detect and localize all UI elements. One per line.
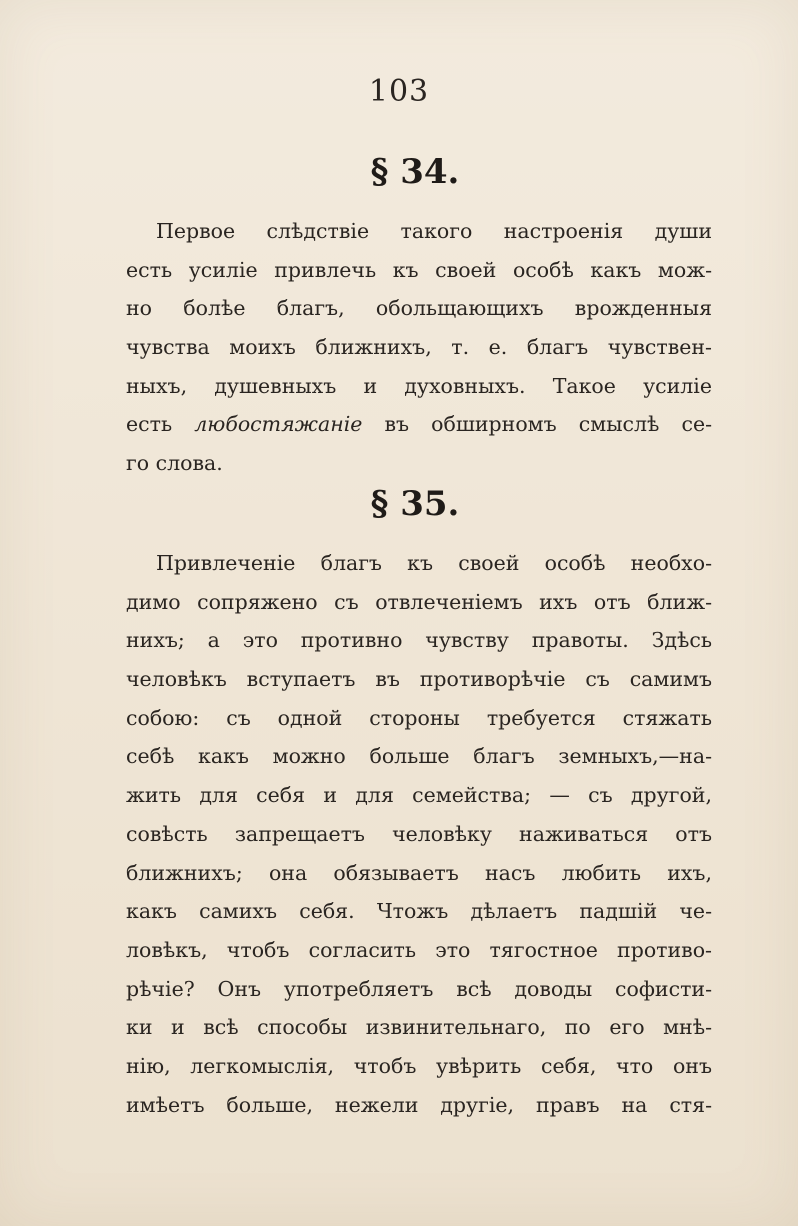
- text-line: есть усиліе привлечь къ своей особѣ какъ мож-: [126, 257, 712, 282]
- emphasized-term: любостяжаніе: [194, 412, 363, 437]
- page-number: 103: [368, 74, 430, 109]
- text-line: какъ самихъ себя. Чтожъ дѣлаетъ падшій че-: [126, 899, 712, 924]
- paragraph-34: [126, 212, 712, 483]
- text-line: нію, легкомыслія, чтобъ увѣрить себя, что онъ: [126, 1053, 712, 1078]
- text-line: димо сопряжено съ отвлеченіемъ ихъ отъ ближ-: [126, 589, 712, 614]
- text-line: ближнихъ; она обязываетъ насъ любить ихъ,: [126, 860, 712, 885]
- text-line: себѣ какъ можно больше благъ земныхъ,—на-: [126, 744, 712, 769]
- text-line-with-emphasis: есть любостяжаніе въ обширномъ смыслѣ се-: [126, 412, 712, 437]
- section-heading-35: § 35.: [370, 484, 460, 524]
- text-line: го слова.: [126, 451, 223, 476]
- text-line: ловѣкъ, чтобъ согласить это тягостное противо-: [126, 937, 712, 962]
- text-line: человѣкъ вступаетъ въ противорѣчіе съ самимъ: [126, 667, 712, 692]
- section-heading-34: § 34.: [370, 152, 460, 192]
- text-line: ки и всѣ способы извинительнаго, по его мнѣ-: [126, 1015, 712, 1040]
- text-line: жить для себя и для семейства; — съ другой,: [126, 783, 712, 808]
- text-line: собою: съ одной стороны требуется стяжать: [126, 705, 712, 730]
- text-line: но болѣе благъ, обольщающихъ врожденныя: [126, 296, 712, 321]
- text-line: Привлеченіе благъ къ своей особѣ необхо-: [156, 551, 712, 575]
- text-line: ныхъ, душевныхъ и духовныхъ. Такое усиліе: [126, 373, 712, 398]
- text-line: нихъ; а это противно чувству правоты. Здѣсь: [126, 628, 712, 653]
- text-line: рѣчіе? Онъ употребляетъ всѣ доводы софисти-: [126, 976, 712, 1001]
- text-line: Первое слѣдствіе такого настроенія души: [156, 219, 712, 243]
- text-line: имѣетъ больше, нежели другіе, правъ на стя-: [126, 1092, 712, 1117]
- text-line: чувства моихъ ближнихъ, т. е. благъ чувствен-: [126, 335, 712, 360]
- paragraph-35: [126, 544, 712, 1124]
- text-line: совѣсть запрещаетъ человѣку наживаться отъ: [126, 821, 712, 846]
